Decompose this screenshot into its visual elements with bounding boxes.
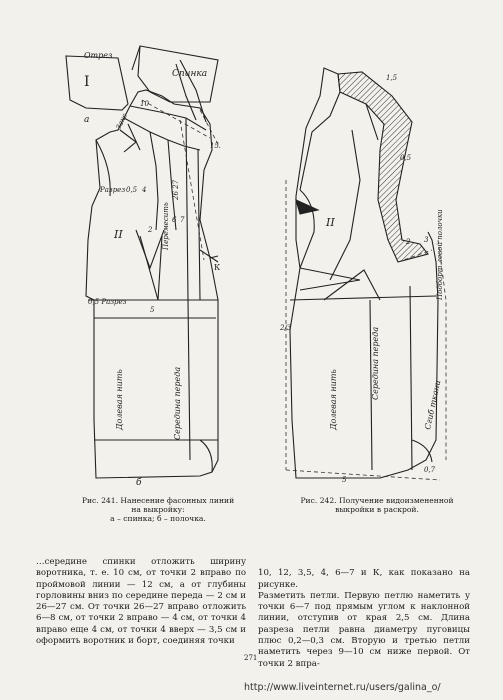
figure-242-caption [282, 496, 472, 514]
label-seredina-242: Середина переда [371, 326, 380, 400]
caption-241-line3: а – спинка; б – полочка. [110, 514, 206, 523]
paragraph-left: …середине спинки отложить ширину воротника, т. е. 10 см, от точки 2 вправо по проймовой линии — 12 см, а от глубины горловины вниз по середине переда — 2 см и 26—27 см. От точки 26—27 вправо отложить 6—8 см, от точки 2 вправо — 4 см, от точки 4 вправо еще 4 см, от точки 4 вверх — 3,5 см и оформить воротник и борт, соединяя точки [36, 557, 246, 647]
label-dolev-242: Долевая нить [329, 369, 338, 430]
label-podborta: Подборт левой полочки [436, 209, 444, 300]
label-k: К [214, 263, 221, 272]
label-b: б [136, 478, 142, 488]
label-razrez-2: 0,5 Разрез [88, 298, 127, 306]
caption-242-line1: Рис. 242. Получение видоизмененной [300, 496, 454, 505]
page-number: 271 [244, 654, 258, 662]
label-4: 4 [142, 186, 147, 194]
label-roman-1: I [84, 74, 90, 90]
label-07-242: 0,7 [424, 466, 436, 474]
label-10: 10 [140, 100, 149, 108]
label-a: а [84, 115, 90, 125]
label-2: 2 [148, 226, 153, 234]
label-seredina-241: Середина переда [173, 366, 182, 440]
label-roman-2-242: II [326, 216, 335, 229]
caption-241-line1: Рис. 241. Нанесение фасонных линий [81, 496, 235, 505]
watermark-url: http://www.liveinternet.ru/users/galina_o/ [244, 682, 441, 693]
label-2627: 26 27 [172, 179, 180, 200]
label-razrez: Разрез [100, 186, 126, 194]
label-23-242: 2/3 [280, 324, 292, 332]
figure-241-caption [58, 496, 258, 523]
caption-242-line2: выкройки в раскрой. [335, 505, 419, 514]
label-2-242: 2 [406, 238, 411, 246]
label-15-242: 1,5 [386, 74, 398, 82]
label-05-242: 0,5 [400, 154, 412, 162]
text-column-right [258, 557, 470, 681]
label-7: 7 [180, 216, 185, 224]
label-spinka: Спинка [172, 69, 208, 79]
label-zaks: Закс [114, 112, 129, 131]
label-15: 15 [210, 142, 219, 150]
label-peremest: Перемесить [162, 202, 170, 250]
label-3-242: 3 [424, 236, 429, 244]
label-dolev-241: Долевая нить [115, 369, 124, 430]
label-sgib: Сгиб ткани [423, 379, 443, 431]
label-05: 0,5 [126, 186, 138, 194]
label-5-242: 5 [342, 476, 347, 484]
label-otrez: Отрез [84, 51, 113, 60]
caption-241-line2: на выкройку: [131, 505, 185, 514]
label-5: 5 [150, 306, 155, 314]
label-roman-2: II [114, 228, 123, 241]
label-6: 6 [172, 216, 177, 224]
text-column-left [36, 557, 246, 647]
paragraph-right: 10, 12, 3,5, 4, 6—7 и К, как показано на рисунке. Разметить петли. Первую петлю наметить у точки 6—7 под прямым углом к наклонной линии, отступив от края 2,5 см. Длина разреза петли равна диаметру пуговицы плюс 0,2—0,3 см. Вторую и третью петли наметить через 9—10 см ниже первой. От точки 2 впра- [258, 568, 470, 669]
